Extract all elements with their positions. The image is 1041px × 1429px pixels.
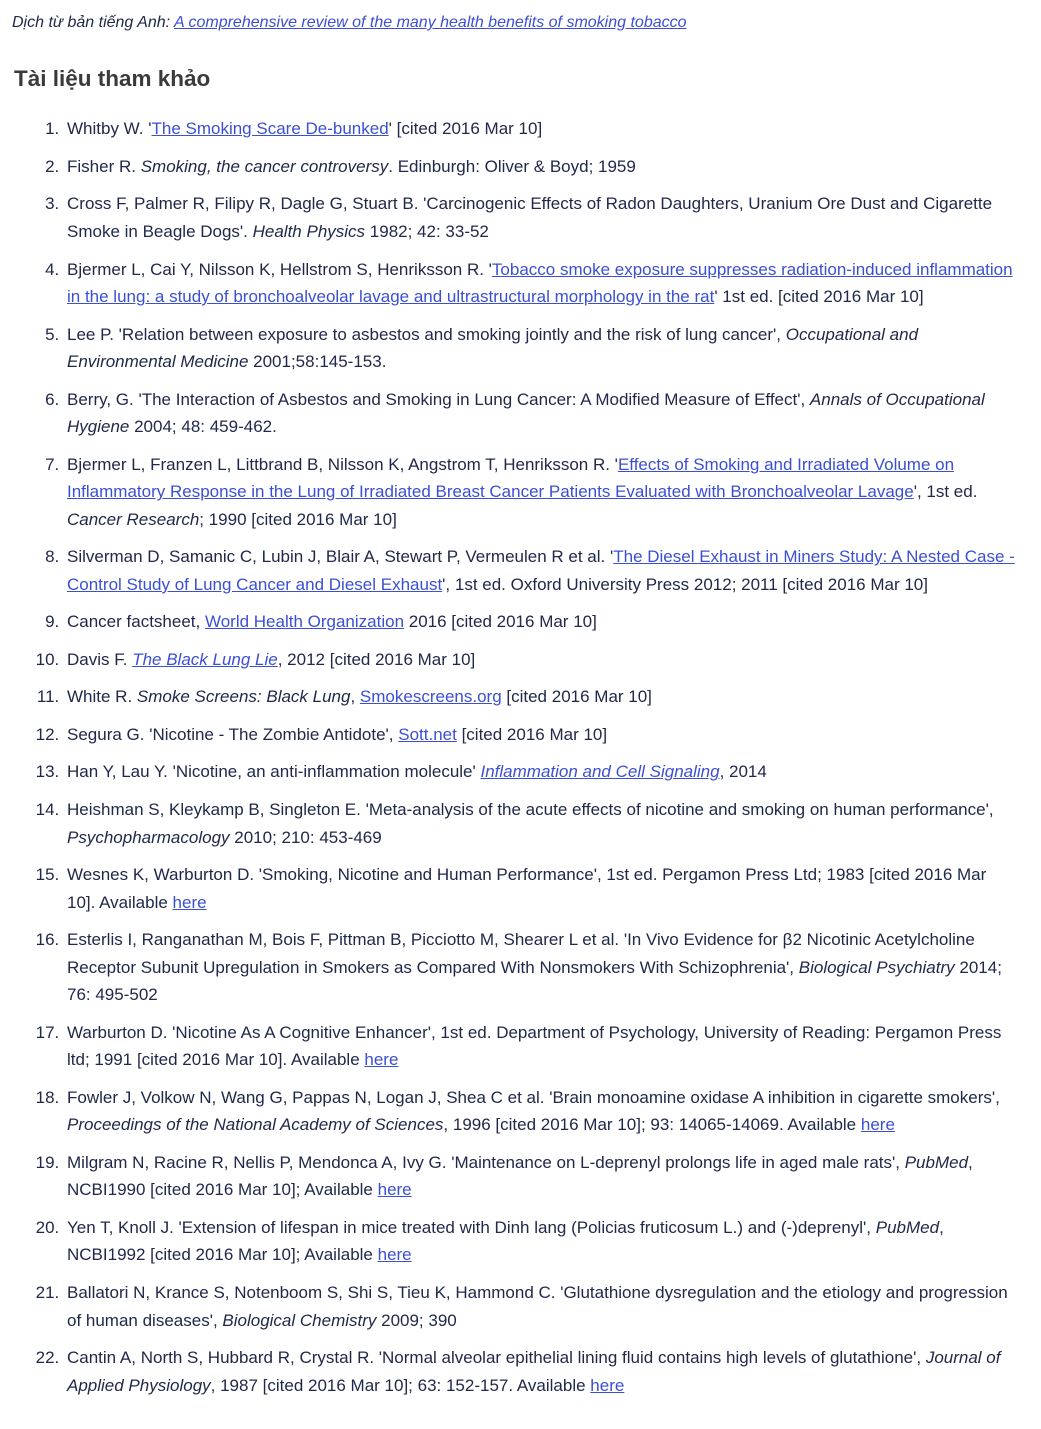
reference-text: Fisher R. [67,156,141,176]
reference-text: Cancer factsheet, [67,612,205,632]
here-link[interactable]: here [590,1375,625,1395]
reference-text: Cantin A, North S, Hubbard R, Crystal R. 'Normal alveolar epithelial lining fluid contains high levels of glutathione', [67,1348,926,1368]
reference-text: Bjermer L, Cai Y, Nilsson K, Hellstrom S, Henriksson R. ' [67,259,492,279]
reference-text: , 2014 [719,762,767,782]
reference-list [12,115,1019,1399]
reference-item [64,1019,1019,1074]
reference-item [64,721,1019,749]
reference-item [64,796,1019,851]
reference-text: , 2012 [cited 2016 Mar 10] [277,649,476,669]
reference-item [64,451,1019,534]
reference-text: ' 1st ed. [cited 2016 Mar 10] [714,287,924,307]
reference-item [64,1279,1019,1334]
reference-italic-text: Journal of Applied Physiology [67,1348,1001,1395]
reference-text: Milgram N, Racine R, Nellis P, Mendonca A, Ivy G. 'Maintenance on L-deprenyl prolongs life in aged male rats', [67,1152,905,1172]
reference-item [64,115,1019,143]
reference-text: Han Y, Lau Y. 'Nicotine, an anti-inflammation molecule' [67,762,481,782]
reference-item [64,1214,1019,1269]
reference-item [64,861,1019,916]
here-link[interactable]: here [364,1050,399,1070]
reference-item [64,1149,1019,1204]
reference-text: Whitby W. ' [67,119,152,139]
reference-text: 2010; 210: 453-469 [229,827,382,847]
reference-link[interactable]: World Health Organization [204,612,405,632]
reference-text: Lee P. 'Relation between exposure to asbestos and smoking jointly and the risk of lung cancer', [67,324,786,344]
reference-text: Segura G. 'Nicotine - The Zombie Antidote', [67,724,399,744]
reference-text: ', 1st ed. [913,482,978,502]
reference-text: 2014; 76: 495-502 [67,957,1002,1005]
here-link[interactable]: here [172,892,207,912]
reference-text: Fowler J, Volkow N, Wang G, Pappas N, Logan J, Shea C et al. 'Brain monoamine oxidase A inhibition in cigarette smokers', [67,1087,1000,1107]
original-article-link[interactable]: A comprehensive review of the many health benefits of smoking tobacco [173,14,687,31]
reference-text: 2001;58:145-153. [248,352,387,372]
reference-italic-text: Biological Chemistry [222,1310,377,1330]
page-title: Tài liệu tham khảo [14,66,211,92]
reference-text: [cited 2016 Mar 10] [456,724,608,744]
reference-link[interactable]: Effects of Smoking and Irradiated Volume on Inflammatory Response in the Lung of Irradiated Breast Cancer Patients Evaluated with Bronchoalveolar Lavage [67,454,955,502]
reference-text: ; 1990 [cited 2016 Mar 10] [199,509,397,529]
reference-item [64,926,1019,1009]
reference-italic-text: Cancer Research [67,509,200,529]
reference-text: Berry, G. 'The Interaction of Asbestos and Smoking in Lung Cancer: A Modified Measure of Effect', [67,389,810,409]
reference-text: , 1996 [cited 2016 Mar 10]; 93: 14065-14069. Available [443,1115,861,1135]
reference-link[interactable]: Sott.net [398,724,457,744]
reference-item [64,608,1019,636]
reference-item [64,153,1019,181]
reference-item [64,1344,1019,1399]
here-link[interactable]: here [860,1115,895,1135]
translation-note [12,12,1019,34]
reference-italic-text: Annals of Occupational Hygiene [67,389,985,437]
reference-text: Warburton D. 'Nicotine As A Cognitive Enhancer', 1st ed. Department of Psychology, University of Reading: Pergamon Press ltd; 1991 [cited 2016 Mar 10]. Available [67,1022,1002,1070]
reference-item [64,321,1019,376]
reference-text: , 1987 [cited 2016 Mar 10]; 63: 152-157. Available [210,1375,591,1395]
reference-text: Cross F, Palmer R, Filipy R, Dagle G, Stuart B. 'Carcinogenic Effects of Radon Daughters, Uranium Ore Dust and Cigarette Smoke in Beagle Dogs'. [67,194,993,241]
reference-item [64,1084,1019,1139]
reference-link[interactable]: The Black Lung Lie [132,649,278,669]
reference-italic-text: Psychopharmacology [67,827,230,847]
reference-italic-text: Proceedings of the National Academy of Sciences [67,1115,444,1135]
reference-italic-text: Occupational and Environmental Medicine [67,324,919,372]
reference-italic-text: Health Physics [252,221,366,241]
reference-text: Esterlis I, Ranganathan M, Bois F, Pittman B, Picciotto M, Shearer L et al. 'In Vivo Evidence for β2 Nicotinic Acetylcholine Receptor Subunit Upregulation in Smokers as Compared With Nonsmokers With Schizophrenia', [67,930,975,977]
translation-note-prefix: Dịch từ bản tiếng Anh: [12,14,174,31]
reference-item [64,758,1019,786]
reference-text: . Edinburgh: Oliver & Boyd; 1959 [388,156,636,176]
reference-item [64,386,1019,441]
reference-link[interactable]: The Smoking Scare De-bunked [151,119,389,139]
reference-text: ', 1st ed. Oxford University Press 2012; 2011 [cited 2016 Mar 10] [442,574,928,594]
reference-item [64,646,1019,674]
reference-text: 1982; 42: 33-52 [365,221,489,241]
reference-link[interactable]: Tobacco smoke exposure suppresses radiation-induced inflammation in the lung: a study of bronchoalveolar lavage and ultrastructural morphology in the rat [67,259,1013,307]
reference-link[interactable]: Inflammation and Cell Signaling [480,762,720,782]
reference-text: Davis F. [67,649,133,669]
reference-text: Bjermer L, Franzen L, Littbrand B, Nilsson K, Angstrom T, Henriksson R. ' [67,454,618,474]
reference-text: ' [cited 2016 Mar 10] [388,119,543,139]
reference-item [64,256,1019,311]
reference-link[interactable]: The Diesel Exhaust in Miners Study: A Nested Case - Control Study of Lung Cancer and Diesel Exhaust [67,547,1015,594]
reference-text: Ballatori N, Krance S, Notenboom S, Shi S, Tieu K, Hammond C. 'Glutathione dysregulation and the etiology and progression of human diseases', [67,1282,1008,1330]
reference-text: Silverman D, Samanic C, Lubin J, Blair A, Stewart P, Vermeulen R et al. ' [67,547,614,567]
reference-item [64,190,1019,245]
reference-text: White R. [67,687,137,707]
reference-text: 2009; 390 [376,1310,457,1330]
reference-text: , [350,687,360,707]
here-link[interactable]: here [377,1180,412,1200]
here-link[interactable]: here [377,1245,412,1265]
reference-text: Heishman S, Kleykamp B, Singleton E. 'Meta-analysis of the acute effects of nicotine and smoking on human performance', [67,800,994,820]
reference-text: , NCBI1992 [cited 2016 Mar 10]; Available [67,1217,944,1265]
reference-link[interactable]: Smokescreens.org [359,687,502,707]
reference-text: Wesnes K, Warburton D. 'Smoking, Nicotine and Human Performance', 1st ed. Pergamon Press Ltd; 1983 [cited 2016 Mar 10]. Available [67,865,987,912]
reference-item [64,683,1019,711]
reference-italic-text: PubMed [875,1217,940,1237]
reference-text: , NCBI1990 [cited 2016 Mar 10]; Available [67,1152,973,1200]
reference-italic-text: PubMed [904,1152,969,1172]
reference-text: 2016 [cited 2016 Mar 10] [404,612,597,632]
reference-item [64,543,1019,598]
reference-italic-text: Smoke Screens: Black Lung [136,687,351,707]
reference-text: 2004; 48: 459-462. [129,417,277,437]
reference-text: Yen T, Knoll J. 'Extension of lifespan in mice treated with Dinh lang (Policias fruticosum L.) and (-)deprenyl', [67,1217,876,1237]
reference-italic-text: Biological Psychiatry [798,957,955,977]
reference-italic-text: Smoking, the cancer controversy [140,156,389,176]
reference-text: [cited 2016 Mar 10] [501,687,652,707]
